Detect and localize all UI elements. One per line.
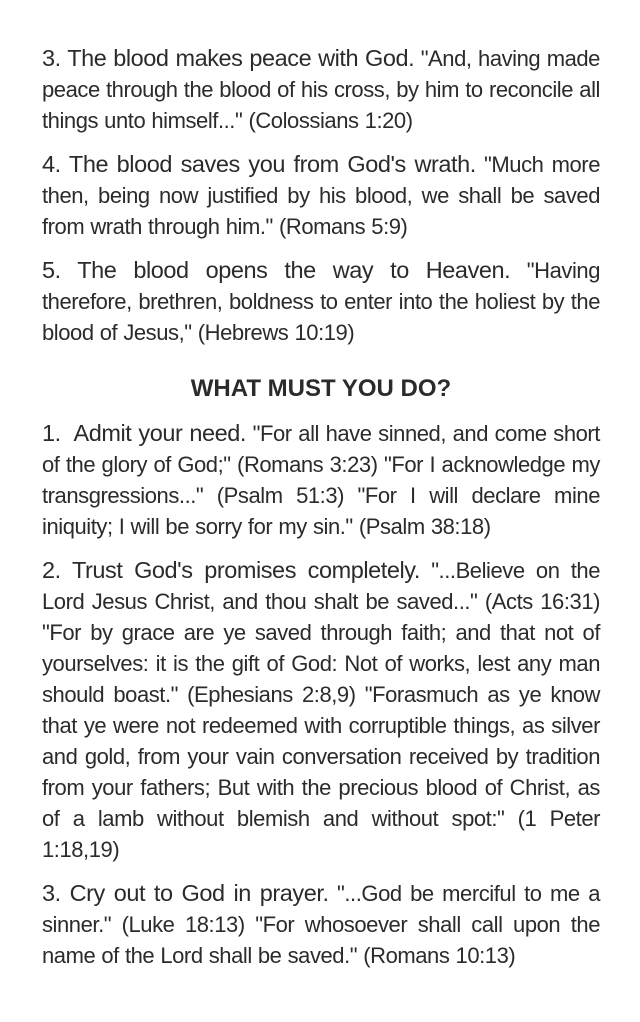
point-lead-sentence: 3. Cry out to God in prayer. bbox=[42, 880, 329, 906]
tract-paragraph bbox=[42, 555, 600, 865]
point-lead-sentence: 3. The blood makes peace with God. bbox=[42, 45, 415, 71]
point-body-text: "For all have sinned, and come short of the glory of God;" (Romans 3:23) "For I acknowledge my transgressions..." (Psalm 51:3) "For I will declare mine iniquity; I will be sorry for my sin." (Psalm 38:18) bbox=[42, 421, 600, 539]
point-body-text: "And, having made peace through the blood of his cross, by him to reconcile all things unto himself..." (Colossians 1:20) bbox=[42, 46, 600, 133]
section-heading: WHAT MUST YOU DO? bbox=[190, 375, 452, 402]
point-body-text: "...Believe on the Lord Jesus Christ, and thou shalt be saved..." (Acts 16:31) "For by grace are ye saved through faith; and that not of yourselves: it is the gift of God: Not of works, lest any man should boast." (Ephesians 2:8,9) "Forasmuch as ye know that ye were not redeemed with corruptible things, as silver and gold, from your vain conversation received by tradition from your fathers; But with the precious blood of Christ, as of a lamb without blemish and without spot:" (1 Peter 1:18,19) bbox=[42, 558, 600, 862]
tract-paragraph bbox=[42, 878, 600, 971]
point-body-text: "Having therefore, brethren, boldness to enter into the holiest by the blood of Jesus," (Hebrews 10:19) bbox=[42, 258, 600, 345]
tract-text-column bbox=[42, 43, 600, 971]
point-body-text: "...God be merciful to me a sinner." (Luke 18:13) "For whosoever shall call upon the name of the Lord shall be saved." (Romans 10:13) bbox=[42, 881, 600, 968]
point-lead-sentence: 5. The blood opens the way to Heaven. bbox=[42, 257, 511, 283]
tract-paragraph bbox=[42, 149, 600, 242]
point-lead-sentence: 1. Admit your need. bbox=[42, 420, 246, 446]
point-lead-sentence: 2. Trust God's promises completely. bbox=[42, 557, 420, 583]
tract-paragraph bbox=[42, 43, 600, 136]
tract-paragraph bbox=[42, 255, 600, 348]
tract-paragraph bbox=[42, 418, 600, 542]
point-lead-sentence: 4. The blood saves you from God's wrath. bbox=[42, 151, 476, 177]
point-body-text: "Much more then, being now justified by his blood, we shall be saved from wrath through him." (Romans 5:9) bbox=[42, 152, 600, 239]
